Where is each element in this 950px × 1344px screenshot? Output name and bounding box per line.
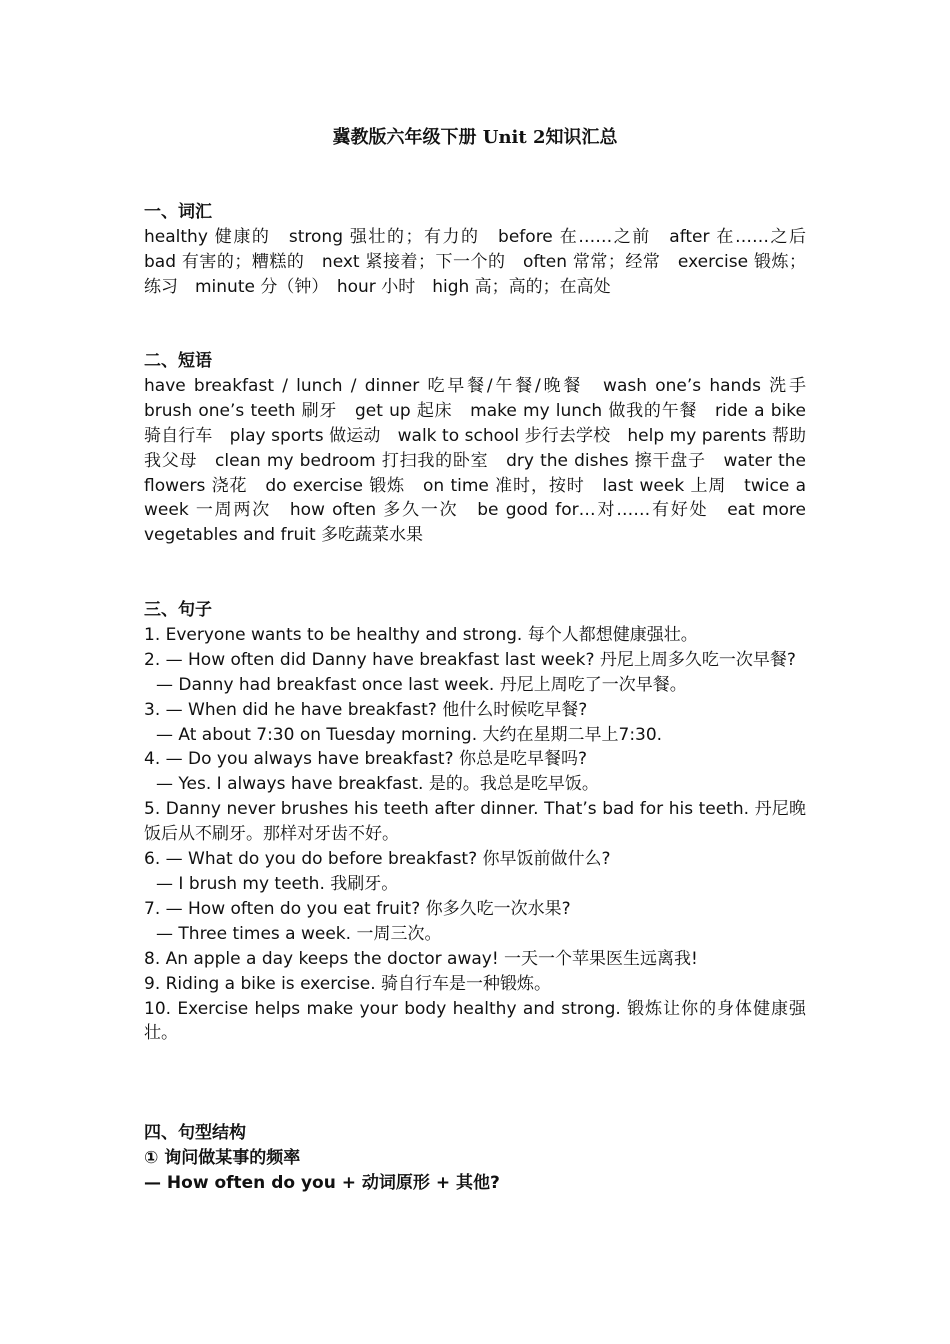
phrases-section <box>144 349 823 548</box>
sentences-heading: 三、句子 <box>144 600 212 620</box>
sentence-item: — I brush my teeth. 我刷牙。 <box>156 873 399 894</box>
sentence-item: 10. Exercise helps make your body healthy and strong. 锻炼让你的身体健康强壮。 <box>144 998 806 1044</box>
structures-heading: 四、句型结构 <box>144 1123 246 1143</box>
sentence-item: 2. — How often did Danny have breakfast last week? 丹尼上周多久吃一次早餐? <box>144 649 796 670</box>
vocab-text: healthy 健康的 strong 强壮的；有力的 before 在……之前 after 在……之后 bad 有害的；糟糕的 next 紧接着；下一个的 often 常常；经常 exercise 锻炼；练习 minute 分（钟） hour 小时 high 高；高的；在高处 <box>144 226 823 297</box>
page-title: 冀教版六年级下册 Unit 2知识汇总 <box>332 127 618 148</box>
sentence-item: 9. Riding a bike is exercise. 骑自行车是一种锻炼。 <box>144 973 552 994</box>
sentence-item: 6. — What do you do before breakfast? 你早饭前做什么? <box>144 849 611 870</box>
sentence-item: 7. — How often do you eat fruit? 你多久吃一次水果? <box>144 898 571 919</box>
sentence-item: 3. — When did he have breakfast? 他什么时候吃早餐? <box>144 699 588 720</box>
sentence-item: — Three times a week. 一周三次。 <box>156 923 442 944</box>
phrases-heading: 二、短语 <box>144 351 212 371</box>
sentences-section <box>144 598 806 1046</box>
sentence-item: 8. An apple a day keeps the doctor away! 一天一个苹果医生远离我! <box>144 948 698 969</box>
sentence-item: 1. Everyone wants to be healthy and strong. 每个人都想健康强壮。 <box>144 624 698 645</box>
structures-section <box>144 1121 806 1196</box>
vocab-heading: 一、词汇 <box>144 202 212 222</box>
phrases-text: have breakfast / lunch / dinner 吃早餐/午餐/晚餐 wash one’s hands 洗手 brush one’s teeth 刷牙 get up 起床 make my lunch 做我的午餐 ride a bike 骑自行车 play sports 做运动 walk to school 步行去学校 help my parents 帮助我父母 clean my bedroom 打扫我的卧室 dry the dishes 擦干盘子 water the flowers 浇花 do exercise 锻炼 on time 准时，按时 last week 上周 twice a week 一周两次 how often 多久一次 be good for…对……有好处 eat more vegetables and fruit 多吃蔬菜水果 <box>144 375 823 546</box>
sentence-item: 5. Danny never brushes his teeth after dinner. That’s bad for his teeth. 丹尼晚饭后从不刷牙。那样对牙齿不好。 <box>144 799 806 845</box>
structure-pattern: — How often do you + 动词原形 + 其他? <box>144 1172 500 1193</box>
sentence-item: 4. — Do you always have breakfast? 你总是吃早餐吗? <box>144 749 587 770</box>
structure-subheading: ① 询问做某事的频率 <box>144 1147 301 1168</box>
vocab-section <box>144 200 823 300</box>
sentence-item: — Yes. I always have breakfast. 是的。我总是吃早饭。 <box>156 774 599 795</box>
sentence-item: — Danny had breakfast once last week. 丹尼上周吃了一次早餐。 <box>156 674 687 695</box>
sentence-item: — At about 7:30 on Tuesday morning. 大约在星期二早上7:30. <box>156 724 663 745</box>
